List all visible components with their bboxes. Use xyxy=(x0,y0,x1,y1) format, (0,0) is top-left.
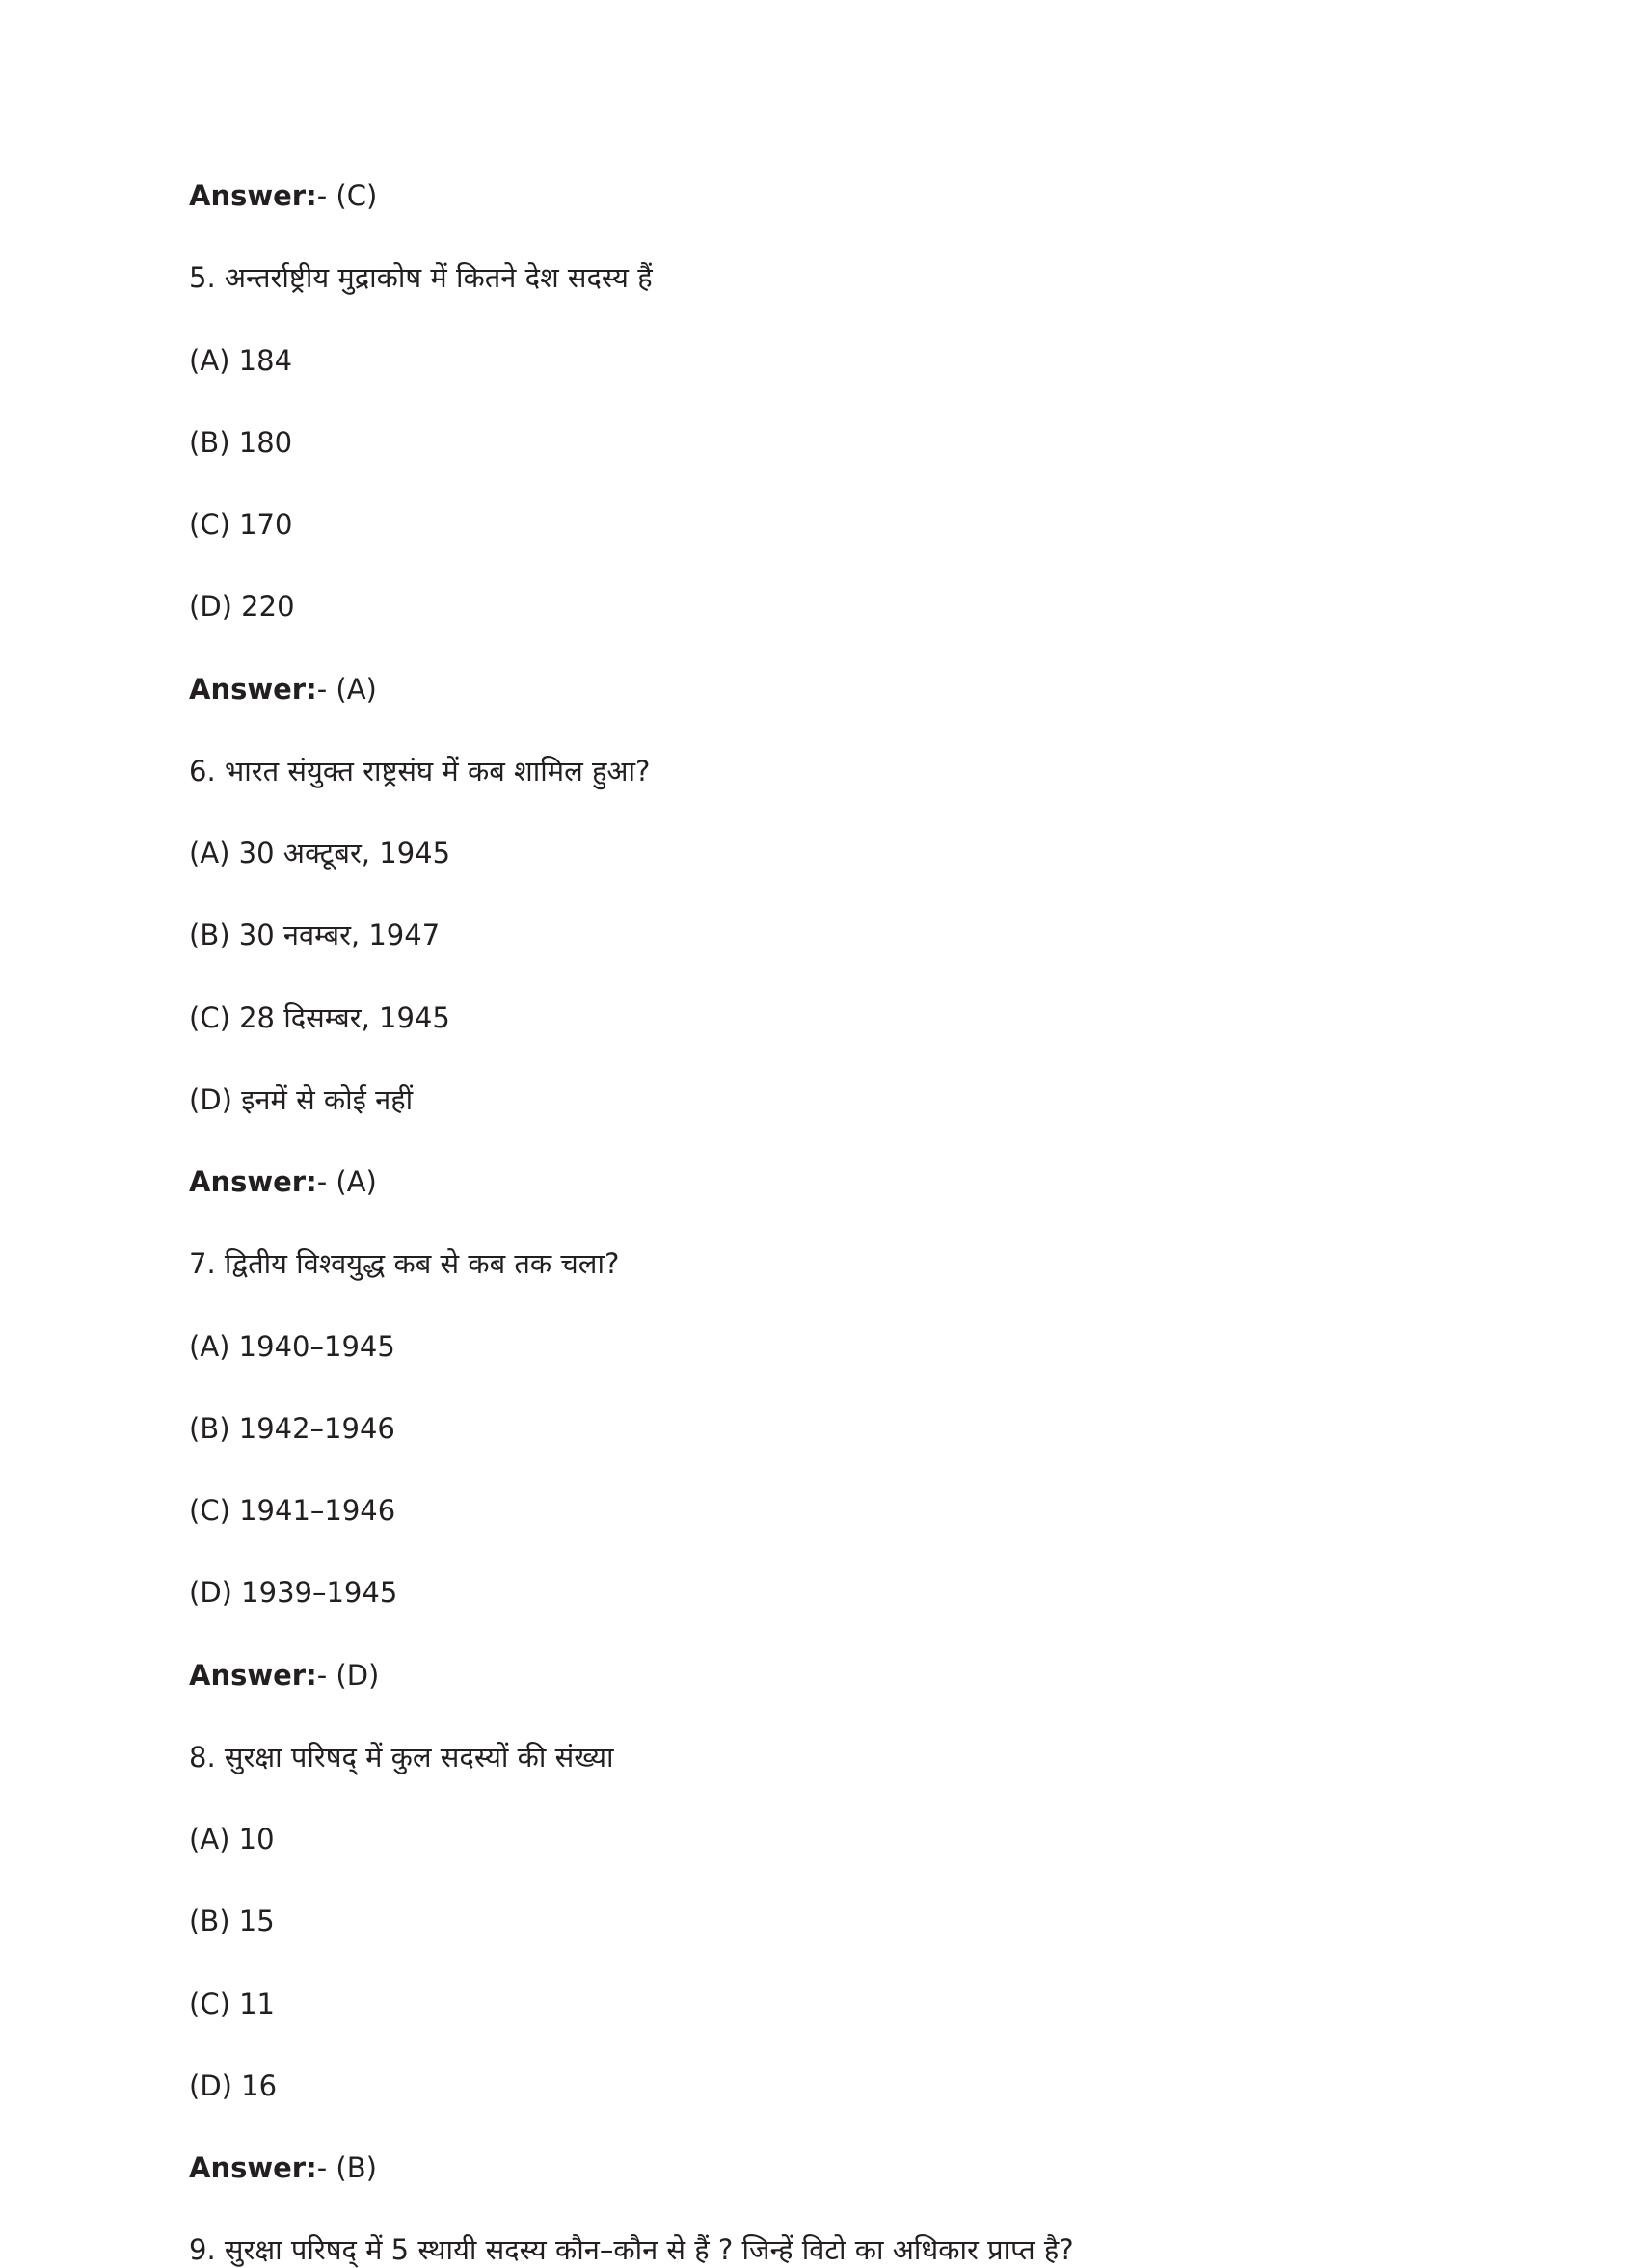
answer-line xyxy=(189,1164,1446,1199)
question-text: 8. सुरक्षा परिषद् में कुल सदस्यों की संख्या xyxy=(189,1740,614,1774)
option-item: (D) 1939–1945 xyxy=(189,1576,398,1610)
question-text: 7. द्वितीय विश्वयुद्ध कब से कब तक चला? xyxy=(189,1247,620,1281)
answer-line xyxy=(189,2150,1446,2185)
answer-label: Answer: xyxy=(189,2151,317,2184)
option-item: (B) 15 xyxy=(189,1905,275,1938)
option-item: (C) 11 xyxy=(189,1987,275,2020)
question-text: 6. भारत संयुक्त राष्ट्रसंघ में कब शामिल हुआ? xyxy=(189,754,651,787)
answer-line xyxy=(189,1658,1446,1693)
option-item: (A) 184 xyxy=(189,343,293,377)
answer-value: - (B) xyxy=(316,2151,377,2184)
option-item: (A) 30 अक्टूबर, 1945 xyxy=(189,837,451,869)
answer-label: Answer: xyxy=(189,1165,317,1198)
option-item: (B) 1942–1946 xyxy=(189,1411,395,1445)
option-item: (B) 30 नवम्बर, 1947 xyxy=(189,919,441,952)
option-item: (A) 1940–1945 xyxy=(189,1329,395,1363)
answer-value: - (D) xyxy=(316,1658,380,1692)
option-item: (D) 220 xyxy=(189,590,295,624)
answer-value: - (A) xyxy=(316,1165,377,1198)
option-item: (C) 28 दिसम्बर, 1945 xyxy=(189,1001,450,1034)
option-item: (C) 170 xyxy=(189,508,293,541)
option-item: (B) 180 xyxy=(189,425,293,459)
answer-line xyxy=(189,178,1446,213)
answer-line xyxy=(189,672,1446,707)
question-text: 5. अन्तर्राष्ट्रीय मुद्राकोष में कितने देश सदस्य हैं xyxy=(189,261,653,295)
answer-label: Answer: xyxy=(189,1658,317,1692)
answer-label: Answer: xyxy=(189,672,317,706)
answer-value: - (C) xyxy=(316,179,378,212)
option-item: (A) 10 xyxy=(189,1823,275,1855)
option-item: (C) 1941–1946 xyxy=(189,1494,396,1527)
answer-label: Answer: xyxy=(189,179,317,212)
question-text: 9. सुरक्षा परिषद् में 5 स्थायी सदस्य कौन–कौन से हैं ? जिन्हें विटो का अधिकार प्राप्त है? xyxy=(189,2233,1074,2267)
option-item: (D) इनमें से कोई नहीं xyxy=(189,1082,414,1116)
answer-value: - (A) xyxy=(316,672,377,706)
option-item: (D) 16 xyxy=(189,2068,278,2102)
